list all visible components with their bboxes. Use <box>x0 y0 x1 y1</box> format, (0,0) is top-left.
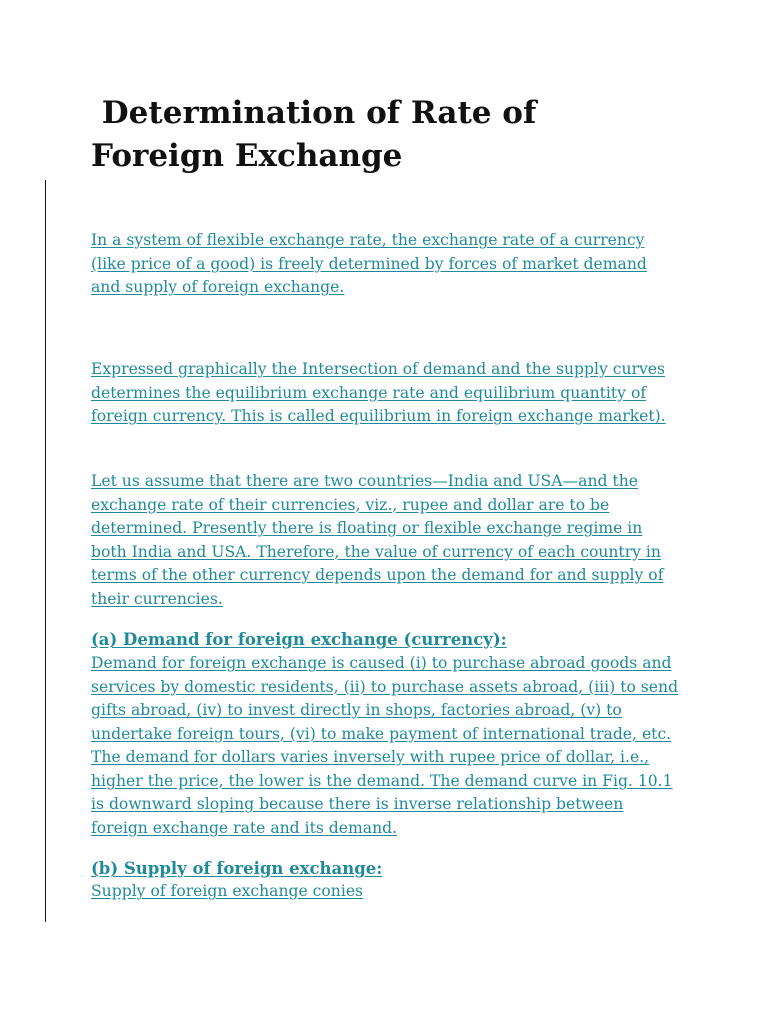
section-b-heading[interactable]: (b) Supply of foreign exchange: <box>91 859 383 878</box>
section-a-paragraph-link[interactable]: Demand for foreign exchange is caused (i) to purchase abroad goods and services by domestic residents, (ii) to purchase assets abroad, (iii) to send gifts abroad, (iv) to invest directly in shops, factories abroad, (v) to undertake foreign tours, (vi) to make payment of international trade, etc. The demand for dollars varies inversely with rupee price of dollar, i.e., higher the price, the lower is the demand. The demand curve in Fig. 10.1 is downward sloping because there is inverse relationship between foreign exchange rate and its demand. <box>91 654 679 837</box>
section-a-paragraph[interactable] <box>91 652 681 840</box>
page-title: Determination of Rate of Foreign Exchange <box>91 95 537 174</box>
intro-paragraph[interactable] <box>91 229 681 300</box>
graphical-paragraph[interactable] <box>91 358 681 429</box>
assumption-paragraph[interactable] <box>91 470 681 611</box>
section-b-paragraph[interactable] <box>91 880 681 904</box>
margin-rule <box>45 180 46 922</box>
section-a-heading[interactable]: (a) Demand for foreign exchange (currency): <box>91 630 507 649</box>
intro-paragraph-link[interactable]: In a system of flexible exchange rate, the exchange rate of a currency (like price of a good) is freely determined by forces of market demand and supply of foreign exchange. <box>91 231 647 296</box>
assumption-paragraph-link[interactable]: Let us assume that there are two countries—India and USA—and the exchange rate of their currencies, viz., rupee and dollar are to be determined. Presently there is floating or flexible exchange regime in both India and USA. Therefore, the value of currency of each country in terms of the other currency depends upon the demand for and supply of their currencies. <box>91 472 664 608</box>
section-b-paragraph-link[interactable]: Supply of foreign exchange conies <box>91 882 364 900</box>
graphical-paragraph-link[interactable]: Expressed graphically the Intersection of demand and the supply curves determines the equilibrium exchange rate and equilibrium quantity of foreign currency. This is called equilibrium in foreign exchange market). <box>91 360 666 425</box>
